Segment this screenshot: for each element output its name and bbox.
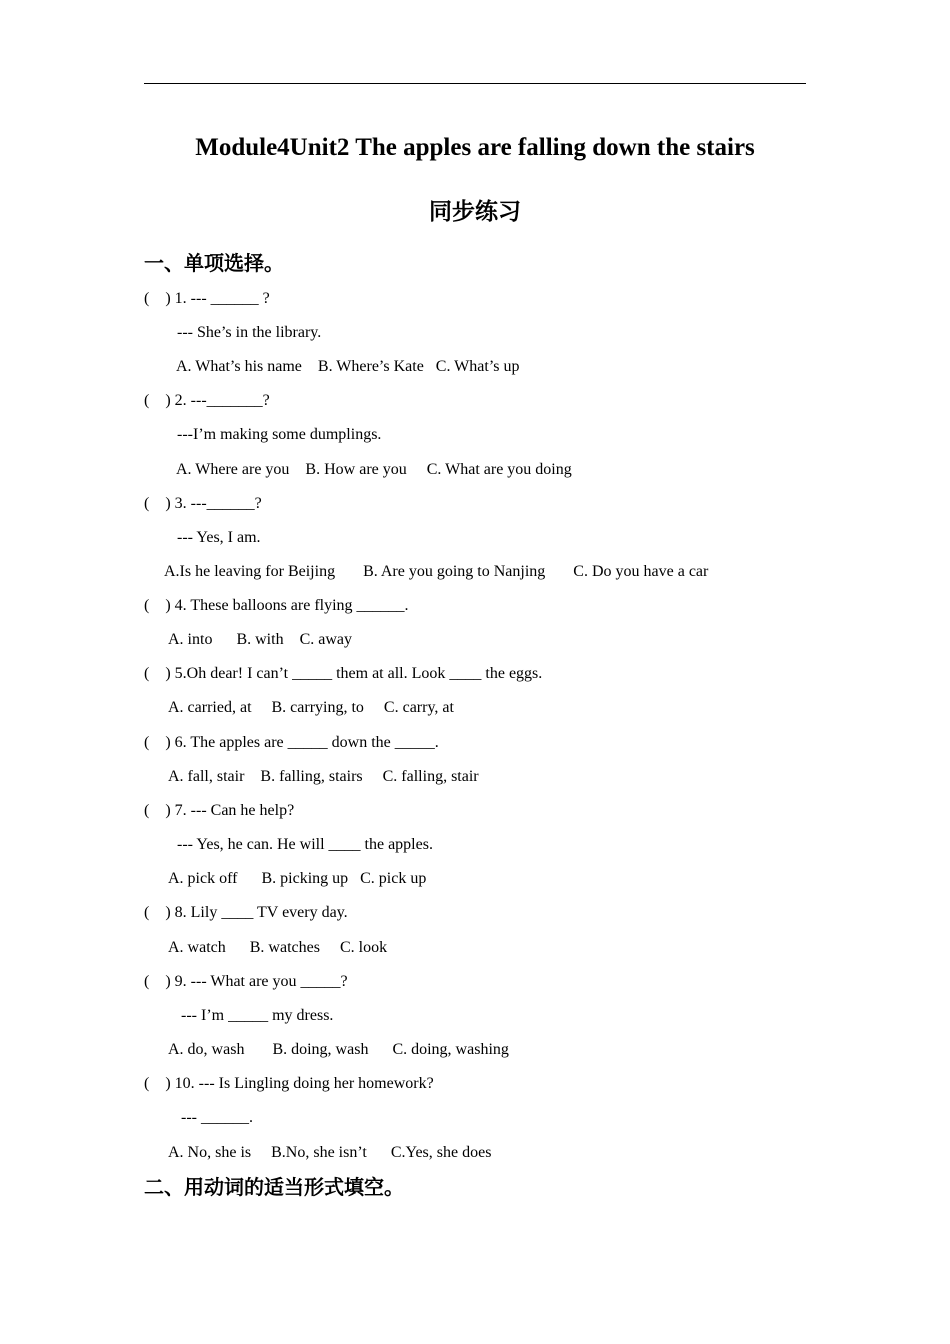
question-7-options: A. pick off B. picking up C. pick up <box>168 870 427 887</box>
question-9-reply: --- I’m _____ my dress. <box>181 1007 334 1024</box>
question-6-options: A. fall, stair B. falling, stairs C. falling, stair <box>168 768 479 785</box>
question-5-stem: ( ) 5.Oh dear! I can’t _____ them at all. Look ____ the eggs. <box>144 665 543 682</box>
question-8-stem: ( ) 8. Lily ____ TV every day. <box>144 904 348 921</box>
section-heading-2: 二、用动词的适当形式填空。 <box>144 1175 404 1199</box>
question-9-options: A. do, wash B. doing, wash C. doing, washing <box>168 1041 509 1058</box>
question-7-reply: --- Yes, he can. He will ____ the apples. <box>177 836 433 853</box>
question-2-reply: ---I’m making some dumplings. <box>177 426 382 443</box>
question-5-options: A. carried, at B. carrying, to C. carry, at <box>168 699 454 716</box>
header-rule <box>144 83 806 84</box>
section-heading-1: 一、单项选择。 <box>144 251 284 275</box>
question-7-stem: ( ) 7. --- Can he help? <box>144 802 295 819</box>
question-3-options: A.Is he leaving for Beijing B. Are you going to Nanjing C. Do you have a car <box>164 563 709 580</box>
question-10-options: A. No, she is B.No, she isn’t C.Yes, she does <box>168 1144 492 1161</box>
question-1-reply: --- She’s in the library. <box>177 324 322 341</box>
question-3-stem: ( ) 3. ---______? <box>144 495 262 512</box>
question-8-options: A. watch B. watches C. look <box>168 939 388 956</box>
question-2-options: A. Where are you B. How are you C. What are you doing <box>176 461 572 478</box>
question-10-stem: ( ) 10. --- Is Lingling doing her homework? <box>144 1075 434 1092</box>
question-4-stem: ( ) 4. These balloons are flying ______. <box>144 597 409 614</box>
question-4-options: A. into B. with C. away <box>168 631 352 648</box>
question-1-stem: ( ) 1. --- ______ ? <box>144 290 270 307</box>
question-10-reply: --- ______. <box>181 1109 253 1126</box>
question-2-stem: ( ) 2. ---_______? <box>144 392 270 409</box>
question-6-stem: ( ) 6. The apples are _____ down the _____. <box>144 734 439 751</box>
document-subtitle: 同步练习 <box>429 199 521 225</box>
question-9-stem: ( ) 9. --- What are you _____? <box>144 973 348 990</box>
question-3-reply: --- Yes, I am. <box>177 529 261 546</box>
question-1-options: A. What’s his name B. Where’s Kate C. What’s up <box>176 358 520 375</box>
document-title: Module4Unit2 The apples are falling down the stairs <box>195 134 755 161</box>
